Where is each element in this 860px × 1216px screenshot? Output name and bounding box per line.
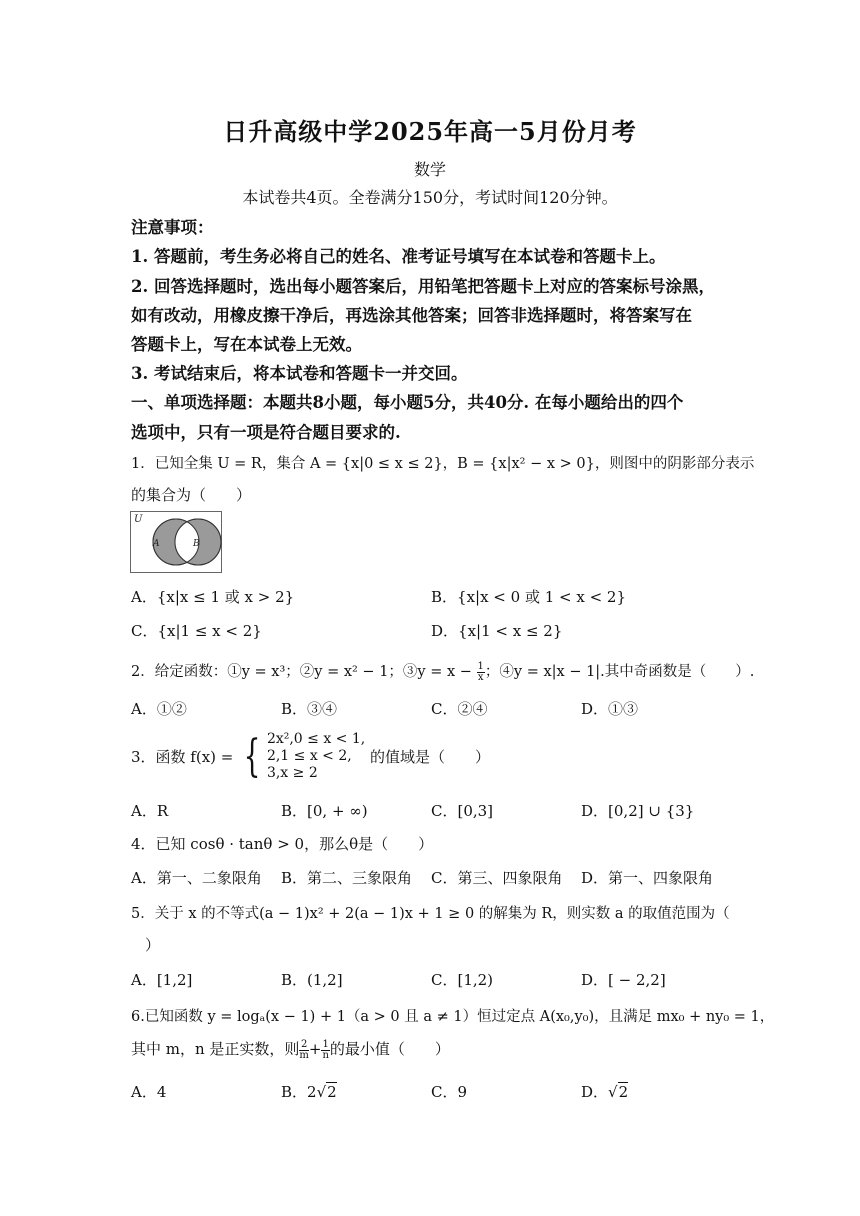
q6-option-b-pre: B．2 <box>281 1083 317 1101</box>
notice-item-2-line-3: 答题卡上，写在本试卷上无效。 <box>131 335 362 354</box>
q2-option-a: A．①② <box>131 700 187 718</box>
q2-fraction <box>477 662 485 683</box>
q4-option-d: D．第一、四象限角 <box>581 869 714 887</box>
q1-stem-line-2: 的集合为（ ） <box>131 486 252 504</box>
notice-item-1: 1. 答题前，考生务必将自己的姓名、准考证号填写在本试卷和答题卡上。 <box>131 247 666 266</box>
venn-diagram <box>130 511 222 573</box>
q2-stem-pre: 2．给定函数：①y = x³；②y = x² − 1；③y = x − <box>131 664 472 680</box>
q4-stem: 4．已知 cosθ · tanθ > 0，那么θ是（ ） <box>131 835 434 853</box>
q2-stem <box>131 660 754 683</box>
q5-option-c: C．[1,2) <box>431 971 494 989</box>
q6-f2-den: n <box>322 1049 329 1061</box>
q6-stem-line-2 <box>131 1038 450 1061</box>
q5-option-d: D．[ − 2,2] <box>581 971 666 989</box>
q3-case-3: 3,x ≥ 2 <box>266 765 318 781</box>
q5-option-a: A．[1,2] <box>131 971 193 989</box>
q6-option-d: D．√2 <box>581 1083 629 1101</box>
q3-stem: 3．函数 f(x) = { 2x²,0 ≤ x < 1, 2,1 ≤ x < 2, 3,x ≥ 2 的值域是（ ） <box>131 730 491 782</box>
venn-u-label: U <box>134 514 143 525</box>
exam-title: 日升高级中学2025年高一5月份月考 <box>223 117 637 146</box>
q6-option-d-pre: D． <box>581 1083 609 1101</box>
q3-cases <box>267 731 365 782</box>
q3-stem-post: 的值域是（ ） <box>370 748 491 766</box>
q5-option-b: B．(1,2] <box>281 971 343 989</box>
q6-fraction-1 <box>299 1040 308 1061</box>
q6-option-b: B．2√2 <box>281 1083 337 1101</box>
q1-option-b: B．{x|x < 0 或 1 < x < 2} <box>431 588 627 606</box>
q6-stem: 6.已知函数 y = logₐ(x − 1) + 1（a > 0 且 a ≠ 1）恒过定点 A(x₀,y₀)，且满足 mx₀ + ny₀ = 1， <box>131 1009 775 1025</box>
q4-option-b: B．第二、三象限角 <box>281 869 413 887</box>
q6-fraction-2 <box>321 1040 329 1061</box>
q2-frac-den: x <box>477 671 484 683</box>
venn-a-label: A <box>153 539 160 549</box>
q6-stem-post: 的最小值（ ） <box>329 1040 450 1058</box>
q5-stem-line-2: ） <box>145 936 161 954</box>
q1-option-a: A．{x|x ≤ 1 或 x > 2} <box>131 588 295 606</box>
section-1-line-1: 一、单项选择题：本题共8小题，每小题5分，共40分. 在每小题给出的四个 <box>131 393 684 412</box>
q3-option-a: A．R <box>131 802 169 820</box>
q6-option-a: A．4 <box>131 1083 167 1101</box>
venn-b-label: B <box>193 539 200 549</box>
q3-case-2: 2,1 ≤ x < 2, <box>266 748 352 764</box>
q1-stem: 1．已知全集 U = R，集合 A = {x|0 ≤ x ≤ 2}，B = {x|x² − x > 0}，则图中的阴影部分表示 <box>131 456 755 472</box>
q6-f1-den: m <box>299 1049 309 1061</box>
q4-option-a: A．第一、二象限角 <box>131 869 262 887</box>
q6-plus: + <box>308 1040 322 1058</box>
q6-option-c: C．9 <box>431 1083 468 1101</box>
q2-option-c: C．②④ <box>431 700 488 718</box>
q2-stem-post: ；④y = x|x − 1|.其中奇函数是（ ）. <box>484 664 755 680</box>
q6-option-b-radicand: 2 <box>327 1083 337 1101</box>
notice-item-2-line-1: 2. 回答选择题时，选出每小题答案后，用铅笔把答题卡上对应的答案标号涂黑， <box>131 277 715 296</box>
q6-f2-num: 1 <box>322 1038 329 1050</box>
q2-frac-num: 1 <box>477 660 484 672</box>
q2-option-d: D．①③ <box>581 700 639 718</box>
q3-option-b: B．[0, + ∞) <box>281 802 368 820</box>
q1-option-c: C．{x|1 ≤ x < 2} <box>131 622 262 640</box>
q3-option-d: D．[0,2] ∪ {3} <box>581 802 695 820</box>
exam-info: 本试卷共4页。全卷满分150分，考试时间120分钟。 <box>242 188 618 207</box>
q3-stem-pre: 3．函数 f(x) = <box>131 748 234 766</box>
q5-stem: 5．关于 x 的不等式(a − 1)x² + 2(a − 1)x + 1 ≥ 0 的解集为 R，则实数 a 的取值范围为（ <box>131 906 730 922</box>
q6-f1-num: 2 <box>300 1038 308 1050</box>
notice-item-3: 3. 考试结束后，将本试卷和答题卡一并交回。 <box>131 364 468 383</box>
notice-heading: 注意事项： <box>131 218 214 237</box>
q2-option-b: B．③④ <box>281 700 338 718</box>
notice-item-2-line-2: 如有改动，用橡皮擦干净后，再选涂其他答案；回答非选择题时，将答案写在 <box>131 306 692 325</box>
q3-option-c: C．[0,3] <box>431 802 494 820</box>
q1-option-d: D．{x|1 < x ≤ 2} <box>431 622 563 640</box>
subject-label: 数学 <box>413 160 446 179</box>
section-1-line-2: 选项中，只有一项是符合题目要求的. <box>131 423 401 442</box>
q6-option-d-radicand: 2 <box>618 1083 629 1101</box>
q4-option-c: C．第三、四象限角 <box>431 869 563 887</box>
q6-stem-pre: 其中 m，n 是正实数，则 <box>131 1040 300 1058</box>
q3-case-1: 2x²,0 ≤ x < 1, <box>266 731 366 747</box>
